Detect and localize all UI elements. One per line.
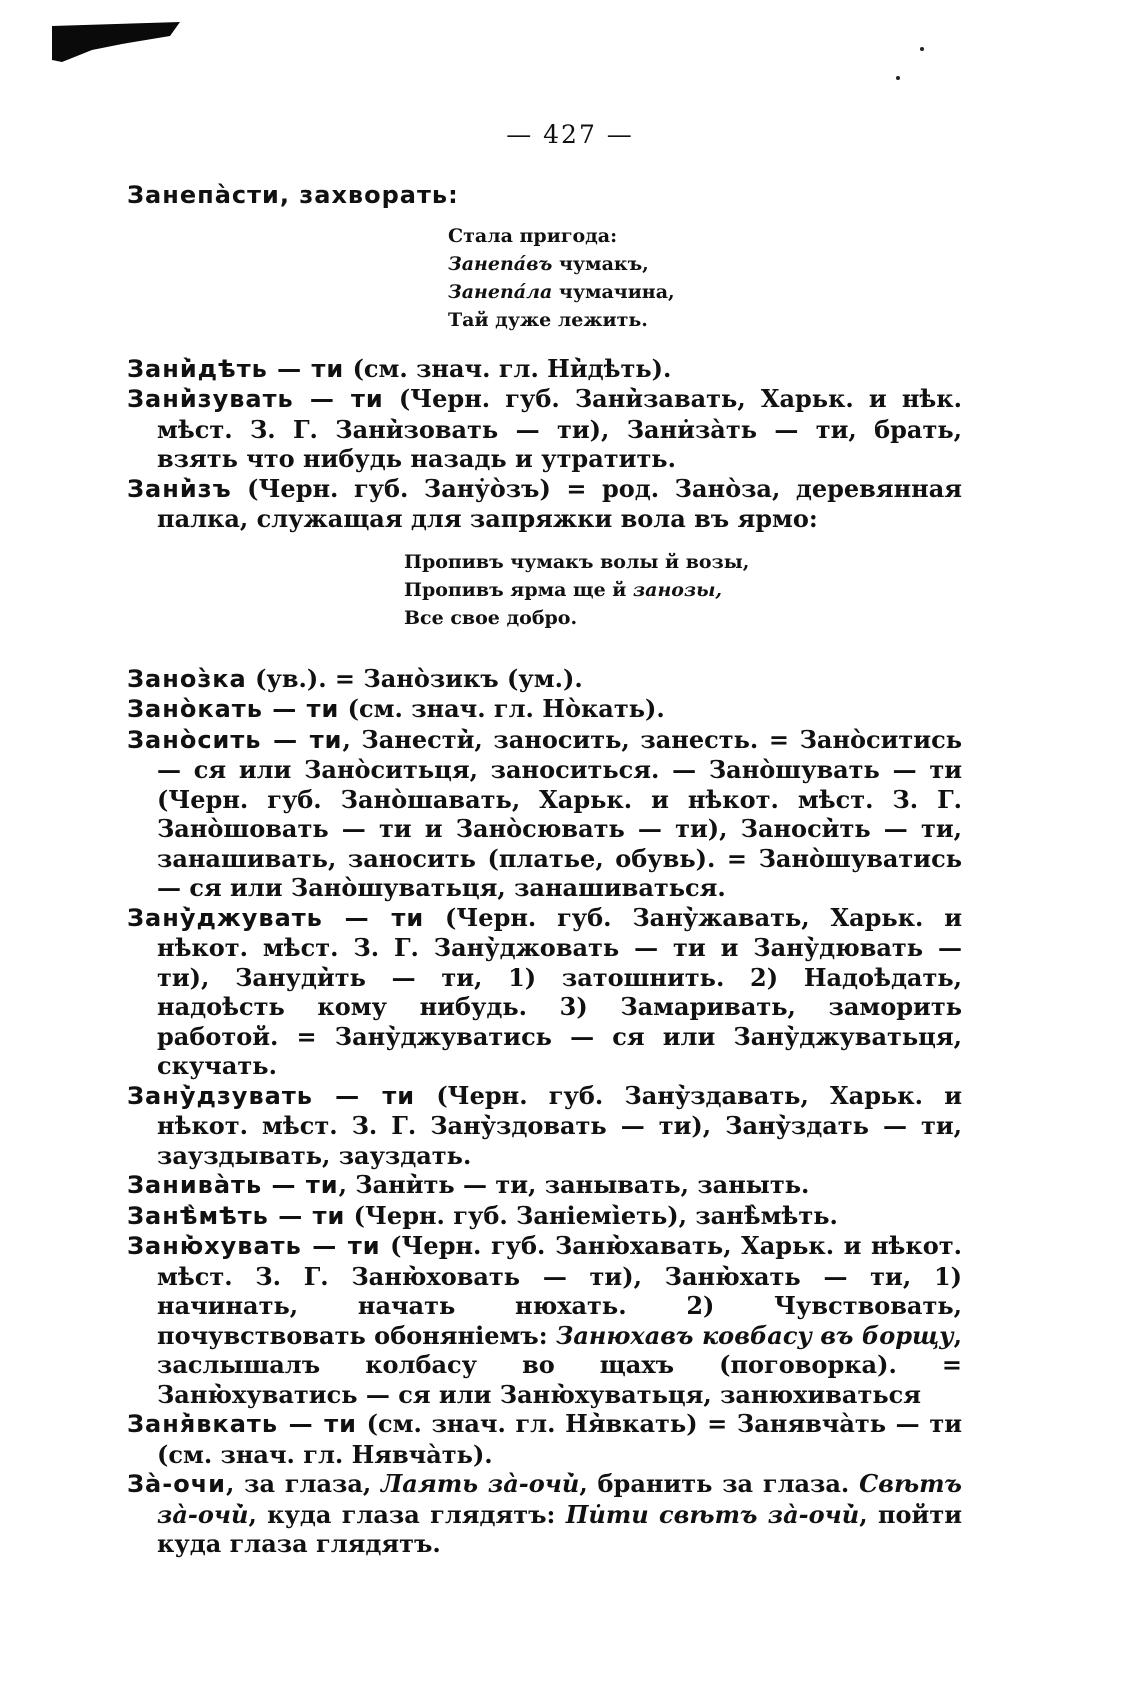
verse-line — [448, 222, 675, 250]
entry-headword: Зану̇̀дзувать — ти — [127, 1081, 416, 1110]
scan-dust — [920, 47, 924, 51]
dictionary-entry — [127, 384, 962, 474]
dictionary-entry — [127, 1409, 962, 1469]
verse-text: чумакъ, — [552, 253, 649, 275]
dictionary-entry — [127, 1170, 962, 1201]
entry-definition: , Зани̇̀ть — ти, занывать, заныть. — [338, 1170, 810, 1199]
verse-line — [404, 604, 749, 632]
entry-headword: Заня̇̀вкать — ти — [127, 1410, 357, 1438]
entry-example: Лаять за̀-очи̇̀ — [381, 1469, 580, 1498]
verse-line — [448, 306, 675, 334]
verse-text: Стала пригода: — [448, 225, 618, 247]
dictionary-entry — [127, 1469, 962, 1559]
entry-headword: Занива̀ть — ти — [127, 1171, 339, 1199]
entry-definition: (см. знач. гл. Но̀кать). — [339, 694, 665, 723]
entries-block-b — [127, 664, 962, 1559]
entry-definition: , за глаза, — [226, 1469, 382, 1498]
entry-definition: , Занести̇̀, заносить, занесть. = Зано̀ситись — ся или Зано̀ситьця, заноситься. — Зано̀шувать — ти (Черн. губ. Зано̀шавать, Харьк. и нѣкот. мѣст. З. Г. Зано̀шовать — ти и Зано̀сювать — ти), Заноси̇̀ть — ти, занашивать, заносить (платье, обувь). = Зано̀шуватись — ся или Зано̀шуватьця, занашиваться. — [157, 724, 963, 902]
entry-definition: (Черн. губ. Зани̇̀завать, Харьк. и нѣк. мѣст. З. Г. Зани̇̀зовать — ти), Зани̇за̀ть — ти, брать, взять что нибудь назадь и утратить. — [157, 384, 962, 473]
page-number: — 427 — — [506, 120, 634, 149]
verse-text: Пропивъ ярма ще й — [404, 579, 634, 601]
entry-zanepasty — [127, 180, 962, 211]
verse-line — [448, 278, 675, 306]
dictionary-entry — [127, 664, 962, 695]
verse-text: чумачина, — [552, 281, 675, 303]
verse-text: Все свое добро. — [404, 607, 578, 629]
entry-definition: (Черн. губ. Заніемі̇̀еть), занѣ̀мѣть. — [345, 1200, 838, 1230]
entry-example: Пи̇ти свѣтъ за̀-очи̇̀ — [565, 1499, 860, 1529]
entry-example: Занюхавъ ковбасу въ борщу — [556, 1320, 954, 1350]
entry-headword: Зани̇̀зъ — [127, 474, 232, 503]
dictionary-entry — [127, 1231, 962, 1409]
verse-line — [404, 576, 749, 604]
entries-block-a — [127, 354, 962, 534]
verse-italic: Занепа́въ — [448, 253, 553, 275]
verse-italic: Занепа́ла — [448, 281, 553, 303]
dictionary-entry — [127, 1201, 962, 1232]
entry-headword: Зано̀кать — ти — [127, 695, 340, 723]
entry-definition: (Черн. губ. Зану̇̀жавать, Харьк. и нѣкот. мѣст. З. Г. Зану̇̀джовать — ти и Зану̇̀дювать — ти), Зануди̇̀ть — ти, 1) затошнить. 2) Надоѣдать, надоѣсть кому нибудь. 3) Замаривать, заморить работой. = Зану̇̀джуватись — ся или Зану̇̀джуватьця, скучать. — [157, 902, 963, 1080]
entry-headword: За̀-очи — [127, 1470, 226, 1498]
entry-headword: Заню̇̀хувать — ти — [127, 1232, 381, 1260]
entry-headword: Зани̇̀зувать — ти — [127, 385, 384, 413]
scan-dust — [896, 76, 900, 80]
entries — [127, 180, 962, 1559]
entry-headword: Зано̀сить — ти — [127, 725, 343, 754]
verse-text: Пропивъ чумакъ волы й возы, — [404, 551, 750, 573]
dictionary-entry — [127, 903, 962, 1081]
entry-headword: Зану̇̀джувать — ти — [127, 903, 425, 932]
entry-definition: (Черн. губ. Заню̇̀хавать, Харьк. и нѣкот. мѣст. З. Г. Заню̇̀ховать — ти), Заню̇̀хать — ти, 1) начинать, начать нюхать. 2) Чувствовать, почувствовать обоняніемъ: — [157, 1231, 962, 1350]
entry-definition: , пойти куда глаза глядятъ. — [157, 1499, 962, 1558]
entry-example: Свѣтъ за̀-очи̇̀ — [157, 1469, 962, 1529]
entry-headword: Занепа̀сти, захворать: — [127, 181, 459, 209]
entry-definition: , заслышалъ колбасу во щахъ (поговорка). = Заню̇̀хуватись — ся или Заню̇̀хуватьця, занюхиваться — [157, 1320, 962, 1409]
verse-line — [448, 250, 675, 278]
dictionary-entry — [127, 354, 962, 385]
verse-line — [404, 548, 749, 576]
scan-artifact — [52, 22, 180, 62]
entry-definition: (Черн. губ. Зану̇̀здавать, Харьк. и нѣкот. мѣст. З. Г. Зану̇̀здовать — ти), Зану̇̀здать — ти, зауздывать, зауздать. — [157, 1080, 963, 1170]
entry-headword: Зани̇̀дѣть — ти — [127, 354, 345, 383]
entry-definition: (Черн. губ. Зану̇о̀зъ) = род. Зано̀за, деревянная палка, служащая для запряжки вола въ ярмо: — [157, 473, 962, 533]
entry-definition: , куда глаза глядятъ: — [248, 1499, 566, 1529]
verse-quote-1 — [448, 222, 675, 334]
dictionary-entry — [127, 694, 962, 725]
entry-headword: Заноз̀ка — [127, 664, 247, 693]
entry-definition: (ув.). = Зано̀зикъ (ум.). — [246, 663, 583, 693]
dictionary-entry — [127, 1081, 962, 1171]
verse-italic: занозы, — [633, 579, 723, 601]
entry-definition: (см. знач. гл. Ни̇̀дѣть). — [344, 353, 672, 383]
verse-quote-2 — [404, 548, 749, 632]
verse-text: Тай дуже лежить. — [448, 309, 648, 331]
dictionary-entry — [127, 474, 962, 534]
entry-headword: Занѣ̀мѣть — ти — [127, 1201, 346, 1230]
dictionary-entry — [127, 725, 962, 903]
entry-definition: (см. знач. гл. Ня̇̀вкать) = Занявча̀ть — ти (см. знач. гл. Нявча̀ть). — [157, 1409, 962, 1469]
entry-definition: , бранить за глаза. — [579, 1469, 860, 1498]
